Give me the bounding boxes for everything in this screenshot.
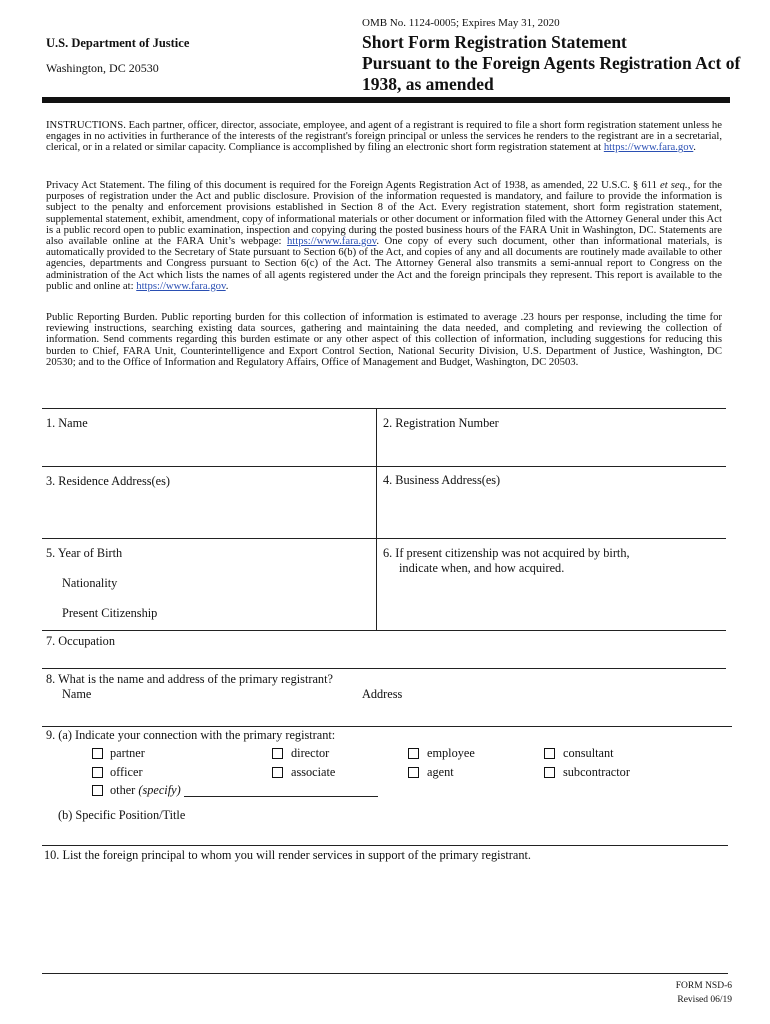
omb-number: OMB No. 1124-0005; Expires May 31, 2020 xyxy=(362,17,560,29)
privacy-et-seq: et seq. xyxy=(660,179,688,191)
agent-label: agent xyxy=(427,765,454,779)
form-bottom-rule xyxy=(42,973,728,974)
row-rule-5 xyxy=(42,726,732,727)
instructions-end: . xyxy=(693,141,696,154)
fara-link[interactable]: https://www.fara.gov xyxy=(603,141,694,154)
business-address-label[interactable]: 4. Business Address(es) xyxy=(383,473,501,487)
employee-label: employee xyxy=(427,746,475,760)
privacy-paragraph xyxy=(46,180,722,292)
nationality-label[interactable]: Nationality xyxy=(62,576,118,590)
specify-text: (specify) xyxy=(138,783,181,797)
other-text: other xyxy=(110,783,139,797)
registration-number-label[interactable]: 2. Registration Number xyxy=(383,416,499,430)
other-label xyxy=(110,783,181,798)
connection-question: 9. (a) Indicate your connection with the primary registrant: xyxy=(46,728,336,742)
partner-checkbox[interactable] xyxy=(92,748,103,759)
foreign-principal-label[interactable]: 10. List the foreign principal to whom you will render services in support of the primary registrant. xyxy=(44,848,531,862)
citizenship-acquired-label[interactable]: 6. If present citizenship was not acquired by birth, xyxy=(383,546,630,560)
registrant-address-label[interactable]: Address xyxy=(362,687,403,701)
fara-link-3[interactable]: https://www.fara.gov xyxy=(136,279,226,292)
privacy-text-1: Privacy Act Statement. The filing of this document is required for the Foreign Agents Registration Act of 1938, as amended, 22 U.S.C. § 611 xyxy=(46,179,661,191)
other-specify-input[interactable] xyxy=(184,796,378,797)
title-line-1: Short Form Registration Statement xyxy=(362,32,627,52)
associate-checkbox[interactable] xyxy=(272,767,283,778)
instructions-text: INSTRUCTIONS. Each partner, officer, director, associate, employee, and agent of a registrant is required to file a short form registration statement unless he engages in no activities in furtherance of the interests of the registrant's foreign principal or unless the services he renders to the registrant are in a secretarial, clerical, or in a related or similar capacity. Compliance is accomplished by filing an electronic short form registration statement at xyxy=(46,119,722,154)
privacy-text-3: . One copy of every such document, other than informational materials, is automatically provided to the Secretary of State pursuant to Section 6(b) of the Act, and copies of any and all documents are routinely made available to other agencies, departments and Congress pursuant to Section 6(c) of the Act. The Attorney General also transmits a semi-annual report to Congress on the administration of the Act which lists the names of all agents registered under the Act and the foreign principals they represent. This report is available to the public and online at: xyxy=(46,235,722,292)
department-city: Washington, DC 20530 xyxy=(46,61,159,75)
citizenship-acquired-label-2: indicate when, and how acquired. xyxy=(399,561,565,575)
name-field-label[interactable]: 1. Name xyxy=(46,416,88,430)
fara-link-2[interactable]: https://www.fara.gov xyxy=(286,235,377,248)
row-rule-3 xyxy=(42,630,726,631)
consultant-checkbox[interactable] xyxy=(544,748,555,759)
form-footer xyxy=(676,979,732,1007)
present-citizenship-label[interactable]: Present Citizenship xyxy=(62,606,158,620)
agent-checkbox[interactable] xyxy=(408,767,419,778)
director-checkbox[interactable] xyxy=(272,748,283,759)
title-line-2: Pursuant to the Foreign Agents Registration Act of xyxy=(362,53,741,73)
header-divider xyxy=(42,97,730,103)
row-rule-4 xyxy=(42,668,726,669)
occupation-label[interactable]: 7. Occupation xyxy=(46,634,115,648)
burden-paragraph: Public Reporting Burden. Public reporting burden for this collection of information is estimated to average .23 hours per response, including the time for reviewing instructions, searching existing data sources, gathering and maintaining the data needed, and completing and reviewing the collection of information. Send comments regarding this burden estimate or any other aspect of this collection of information, including suggestions for reducing this burden to Chief, FARA Unit, Counterintelligence and Export Control Section, National Security Division, U.S. Department of Justice, Washington, DC 20530; and to the Office of Information and Regulatory Affairs, Office of Management and Budget, Washington, DC 20503. xyxy=(46,311,722,368)
employee-checkbox[interactable] xyxy=(408,748,419,759)
instructions-paragraph xyxy=(46,120,722,154)
privacy-text-2: , for the purposes of registration under the Act and public disclosure. Provision of the information requested is mandatory, and failure to provide the information is subject to the penalty and enforcement provisions established in Section 8 of the Act. Every registration statement, short form registration statement, supplemental statement, exhibit, amendment, copy of informational materials or other document or information filed with the Attorney General under this Act is a public record open to public examination, inspection and copying during the posted business hours of the FARA Unit in Washington, DC. Statements are also available online at the FARA Unit’s webpage: xyxy=(46,179,722,248)
partner-label: partner xyxy=(110,746,145,760)
other-checkbox[interactable] xyxy=(92,785,103,796)
associate-label: associate xyxy=(291,765,336,779)
consultant-label: consultant xyxy=(563,746,614,760)
row-rule-2 xyxy=(42,538,726,539)
revision-date: Revised 06/19 xyxy=(677,995,732,1005)
form-top-rule xyxy=(42,408,726,409)
column-divider xyxy=(376,408,377,630)
subcontractor-checkbox[interactable] xyxy=(544,767,555,778)
primary-registrant-question: 8. What is the name and address of the primary registrant? xyxy=(46,672,333,686)
agency-block xyxy=(46,36,189,76)
department-name: U.S. Department of Justice xyxy=(46,36,190,50)
registrant-name-label[interactable]: Name xyxy=(62,687,92,701)
specific-position-label[interactable]: (b) Specific Position/Title xyxy=(58,808,186,822)
title-line-3: 1938, as amended xyxy=(362,74,494,94)
year-of-birth-label[interactable]: 5. Year of Birth xyxy=(46,546,123,560)
officer-label: officer xyxy=(110,765,143,779)
subcontractor-label: subcontractor xyxy=(563,765,630,779)
privacy-text-4: . xyxy=(225,279,229,292)
row-rule-6 xyxy=(42,845,728,846)
form-title xyxy=(362,32,742,95)
row-rule-1 xyxy=(42,466,726,467)
director-label: director xyxy=(291,746,330,760)
residence-address-label[interactable]: 3. Residence Address(es) xyxy=(46,474,170,488)
form-id: FORM NSD-6 xyxy=(675,981,732,991)
officer-checkbox[interactable] xyxy=(92,767,103,778)
